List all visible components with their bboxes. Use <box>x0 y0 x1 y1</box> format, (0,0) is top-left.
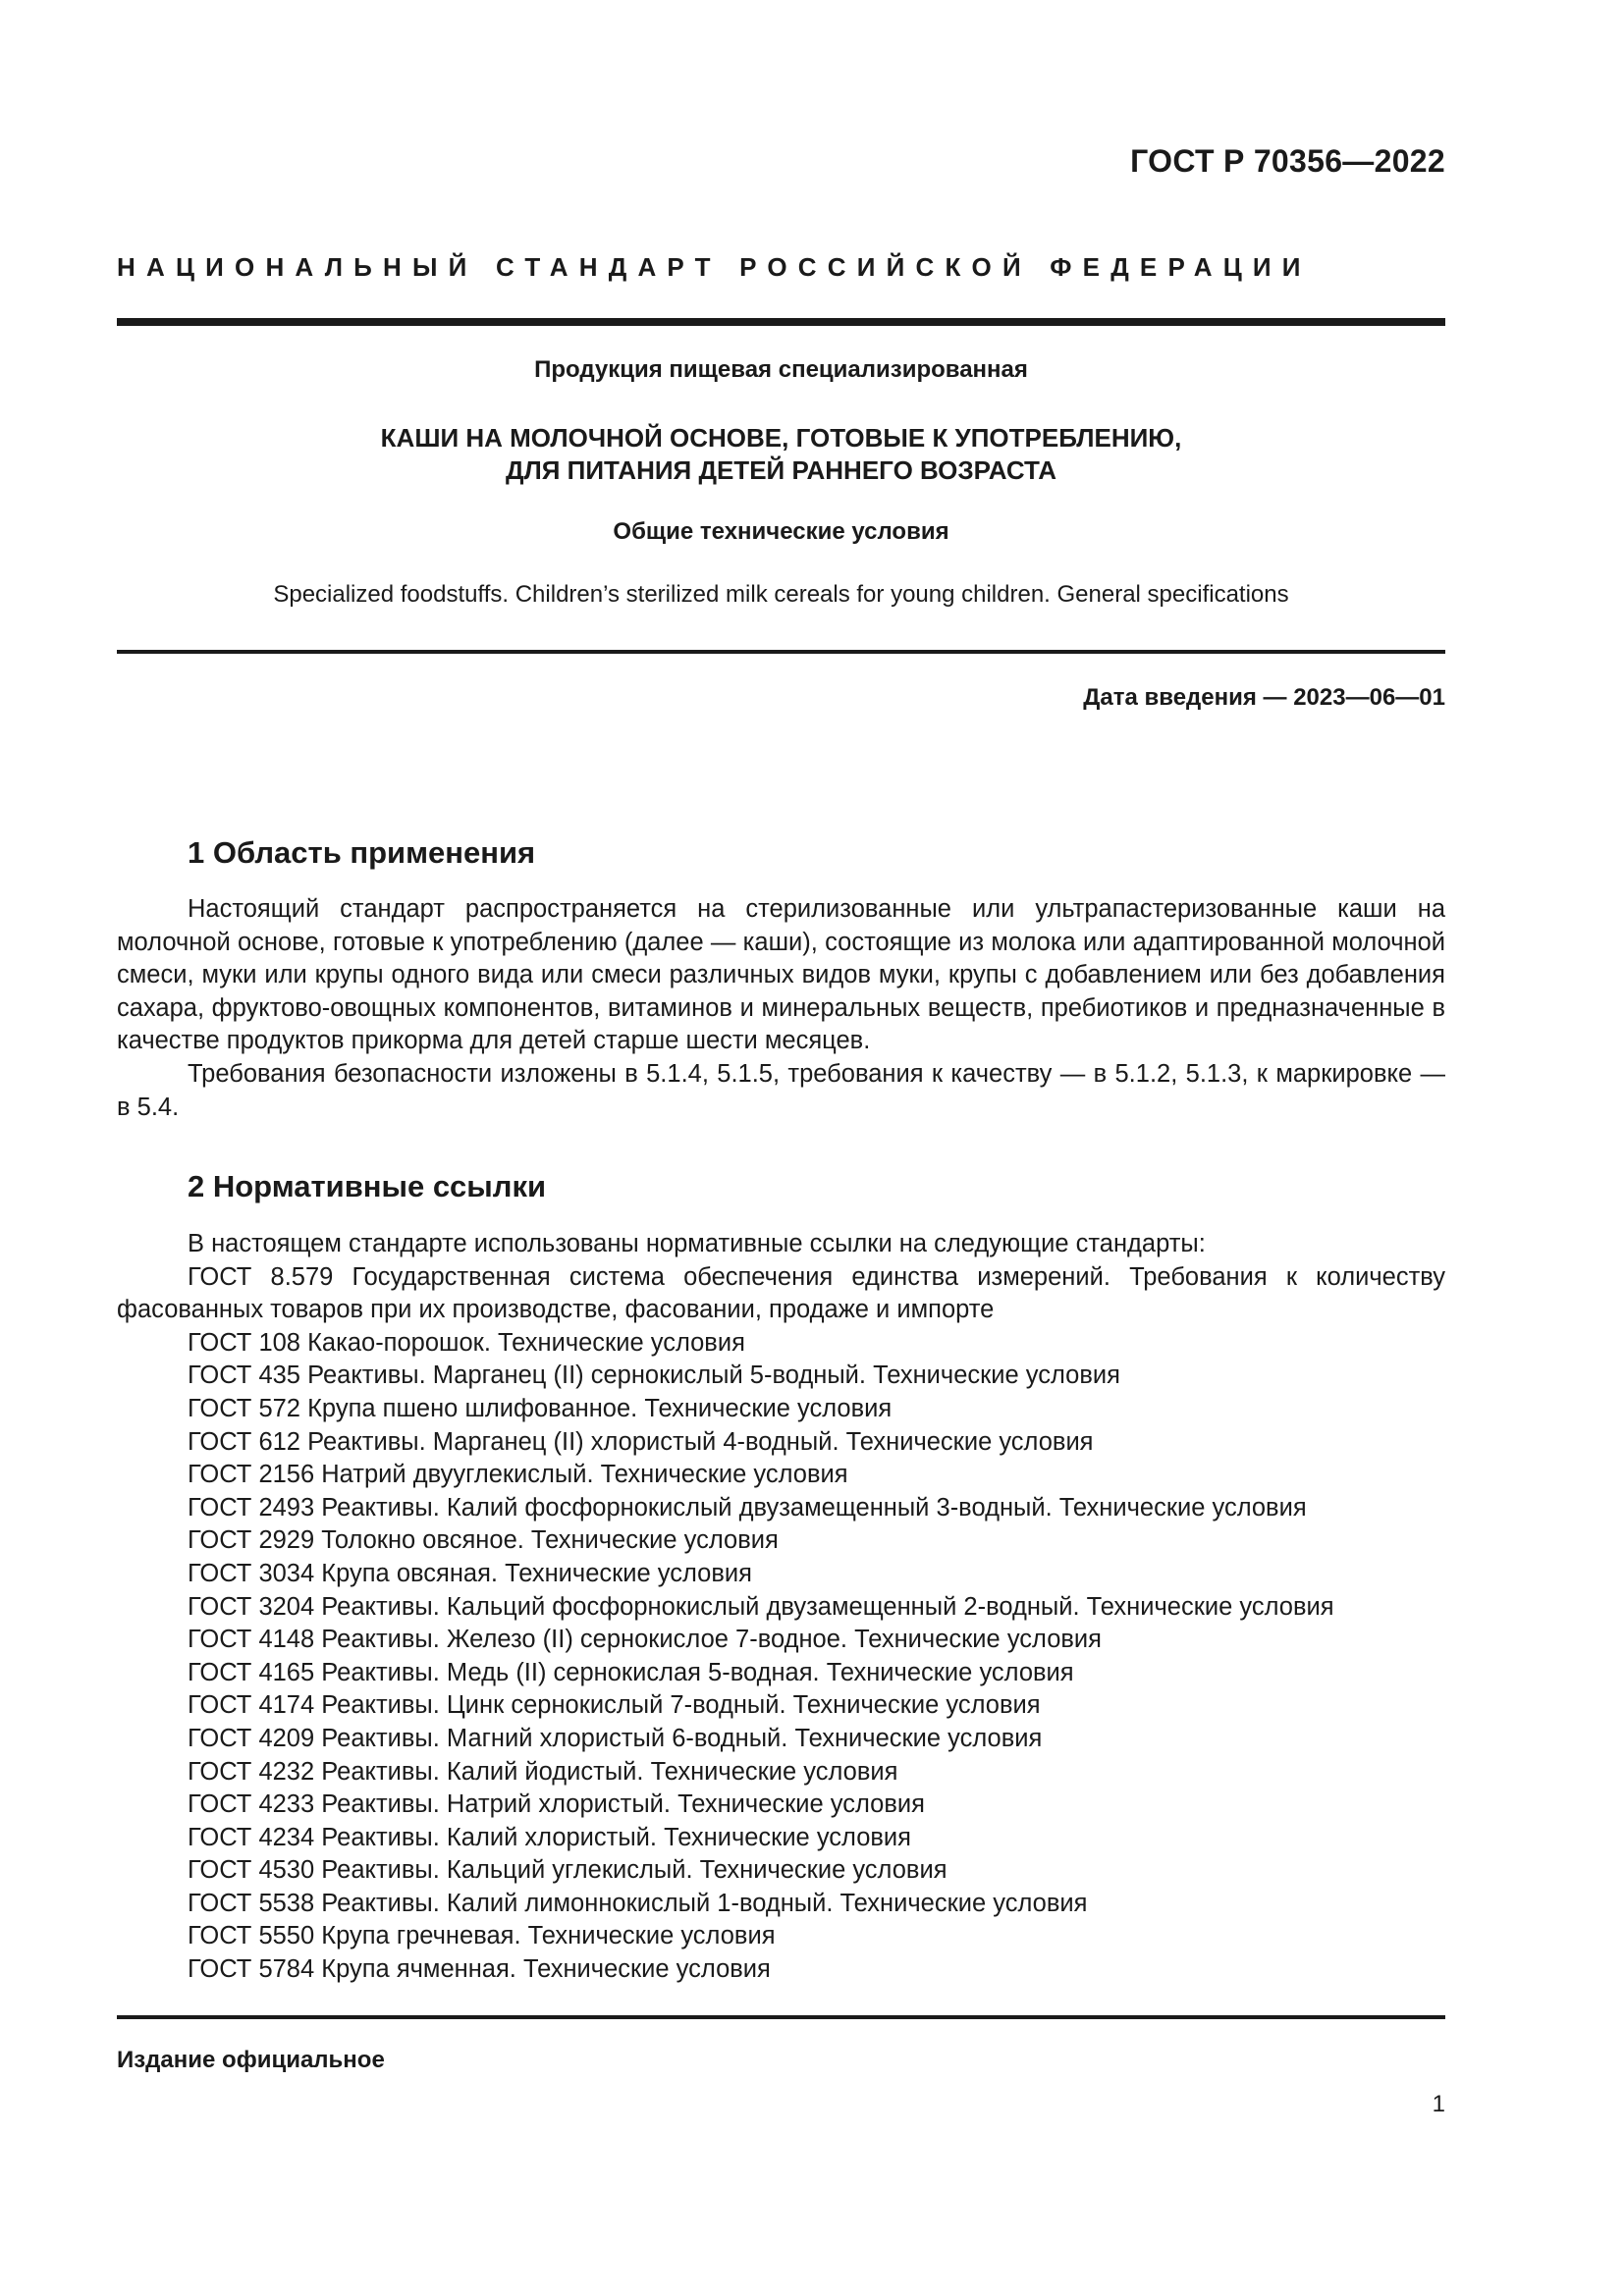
reference-item: ГОСТ 4530 Реактивы. Кальций углекислый. Технические условия <box>188 1856 947 1885</box>
introduction-date: Дата введения — 2023—06—01 <box>1083 684 1445 711</box>
title-line-2: ДЛЯ ПИТАНИЯ ДЕТЕЙ РАННЕГО ВОЗРАСТА <box>506 455 1056 485</box>
document-title <box>117 422 1445 487</box>
reference-item: ГОСТ 4234 Реактивы. Калий хлористый. Технические условия <box>188 1823 911 1851</box>
section-1-body <box>117 893 1445 1124</box>
title-line-1: КАШИ НА МОЛОЧНОЙ ОСНОВЕ, ГОТОВЫЕ К УПОТРЕБЛЕНИЮ, <box>380 423 1182 453</box>
references-intro: В настоящем стандарте использованы нормативные ссылки на следующие стандарты: <box>188 1230 1206 1257</box>
section-1-paragraph-2: Требования безопасности изложены в 5.1.4, 5.1.5, требования к качеству — в 5.1.2, 5.1.3, к маркировке — в 5.4. <box>117 1059 1445 1121</box>
official-edition-label: Издание официальное <box>117 2047 385 2073</box>
reference-item: ГОСТ 8.579 Государственная система обеспечения единства измерений. Требования к количеству фасованных товаров при их производстве, фасовании, продаже и импорте <box>117 1262 1445 1324</box>
reference-item: ГОСТ 5784 Крупа ячменная. Технические условия <box>188 1955 771 1984</box>
reference-item: ГОСТ 2929 Толокно овсяное. Технические условия <box>188 1526 779 1555</box>
reference-item: ГОСТ 4233 Реактивы. Натрий хлористый. Технические условия <box>188 1790 925 1819</box>
reference-item: ГОСТ 5538 Реактивы. Калий лимоннокислый 1-водный. Технические условия <box>188 1889 1088 1917</box>
section-1-paragraph-1: Настоящий стандарт распространяется на стерилизованные или ультрапастеризованные каши на молочной основе, готовые к употреблению (далее — каши), состоящие из молока или адаптированной молочной смеси, муки или крупы одного вида или смеси различных видов муки, крупы с добавлением или без добавления сахара, фруктово-овощных компонентов, витаминов и минеральных веществ, пребиотиков и предназначенные в качестве продуктов прикорма для детей старше шести месяцев. <box>117 895 1445 1055</box>
reference-item: ГОСТ 572 Крупа пшено шлифованное. Технические условия <box>188 1394 893 1422</box>
document-subtitle: Общие технические условия <box>613 518 949 545</box>
section-2-heading: 2 Нормативные ссылки <box>188 1169 547 1203</box>
standard-code: ГОСТ Р 70356—2022 <box>1130 143 1445 179</box>
references-list <box>117 1228 1445 1987</box>
reference-item: ГОСТ 435 Реактивы. Марганец (II) сернокислый 5-водный. Технические условия <box>188 1362 1120 1390</box>
title-rule <box>117 650 1445 654</box>
reference-item: ГОСТ 2493 Реактивы. Калий фосфорнокислый двузамещенный 3-водный. Технические условия <box>188 1493 1307 1522</box>
reference-item: ГОСТ 4165 Реактивы. Медь (II) сернокислая 5-водная. Технические условия <box>188 1658 1074 1686</box>
reference-item: ГОСТ 4174 Реактивы. Цинк сернокислый 7-водный. Технические условия <box>188 1691 1041 1720</box>
reference-item: ГОСТ 2156 Натрий двууглекислый. Технические условия <box>188 1461 848 1489</box>
footer-rule <box>117 2015 1445 2019</box>
page-number: 1 <box>1432 2091 1445 2117</box>
section-1-heading: 1 Область применения <box>188 835 536 870</box>
national-standard-banner: НАЦИОНАЛЬНЫЙ СТАНДАРТ РОССИЙСКОЙ ФЕДЕРАЦИИ <box>117 252 1312 282</box>
reference-item: ГОСТ 612 Реактивы. Марганец (II) хлористый 4-водный. Технические условия <box>188 1427 1094 1456</box>
reference-item: ГОСТ 4148 Реактивы. Железо (II) сернокислое 7-водное. Технические условия <box>188 1626 1102 1654</box>
reference-item: ГОСТ 108 Какао-порошок. Технические условия <box>188 1328 745 1357</box>
reference-item: ГОСТ 3204 Реактивы. Кальций фосфорнокислый двузамещенный 2-водный. Технические условия <box>188 1592 1334 1621</box>
reference-item: ГОСТ 4209 Реактивы. Магний хлористый 6-водный. Технические условия <box>188 1724 1043 1752</box>
header-rule <box>117 318 1445 326</box>
reference-item: ГОСТ 4232 Реактивы. Калий йодистый. Технические условия <box>188 1757 898 1786</box>
english-title: Specialized foodstuffs. Children’s sterilized milk cereals for young children. General specifications <box>273 581 1289 608</box>
product-category: Продукция пищевая специализированная <box>534 356 1028 383</box>
reference-item: ГОСТ 3034 Крупа овсяная. Технические условия <box>188 1559 752 1587</box>
reference-item: ГОСТ 5550 Крупа гречневая. Технические условия <box>188 1922 776 1950</box>
